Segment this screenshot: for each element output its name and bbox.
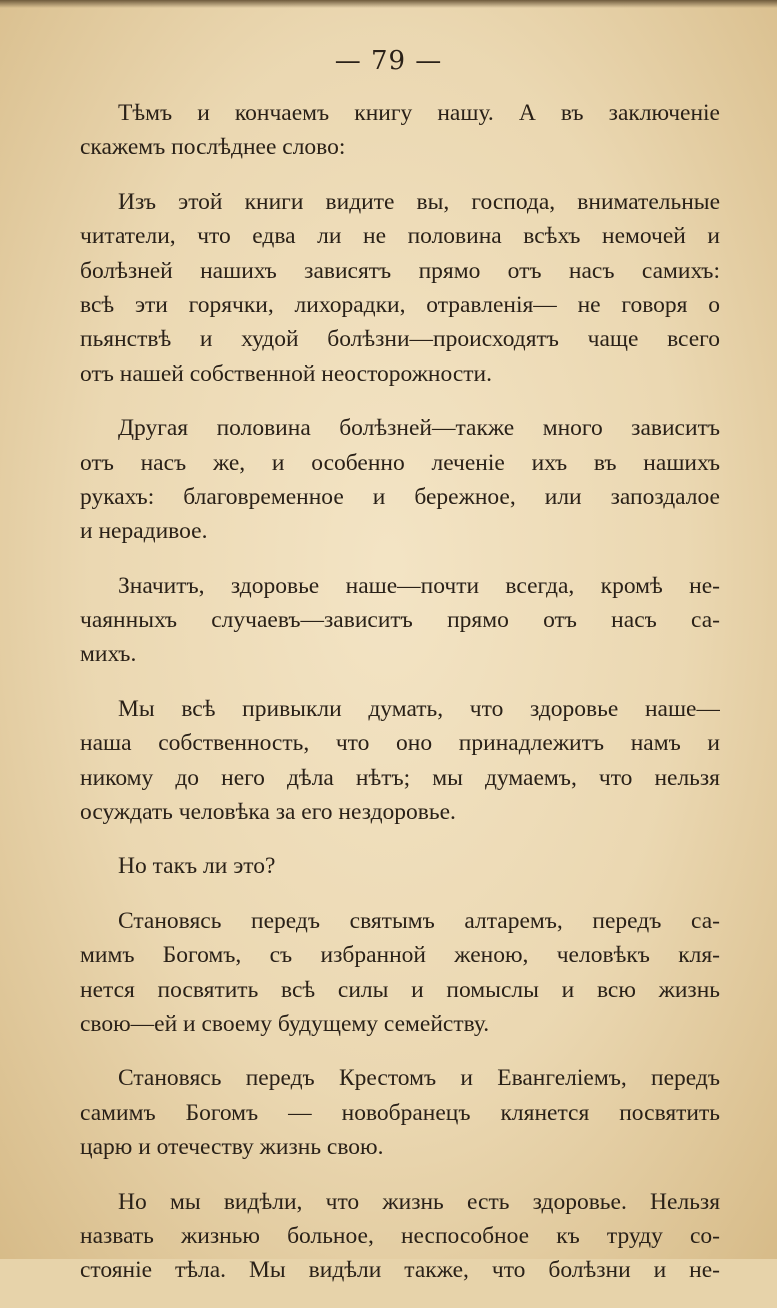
text-line: отъ насъ же, и особенно леченіе ихъ въ нашихъ [80,449,720,476]
text-line: Но такъ ли это? [118,853,276,880]
text-line: михъ. [80,641,137,668]
text-line: стояніе тѣла. Мы видѣли также, что болѣзни и не- [80,1257,720,1284]
text-line: болѣзней нашихъ зависятъ прямо отъ насъ самихъ: [80,257,720,284]
paragraph-7 [80,904,720,1042]
text-line: осуждать человѣка за его нездоровье. [80,799,456,826]
paragraph-5 [80,692,720,830]
text-line: свою—ей и своему будущему семейству. [80,1010,490,1037]
text-line: царю и отечеству жизнь свою. [80,1134,384,1161]
paragraph-4 [80,569,720,672]
text-line: отъ нашей собственной неосторожности. [80,360,492,387]
text-line: скажемъ послѣднее слово: [80,134,346,161]
text-line: всѣ эти горячки, лихорадки, отравленія— не говоря о [80,291,720,318]
text-line: читатели, что едва ли не половина всѣхъ немочей и [80,223,720,250]
paragraph-3 [80,411,720,549]
page-top-edge [0,0,777,8]
text-line: Тѣмъ и кончаемъ книгу нашу. А въ заключеніе [118,100,720,126]
paragraph-8 [80,1061,720,1164]
page-number: — 79 — [334,46,443,76]
text-line: Но мы видѣли, что жизнь есть здоровье. Нельзя [118,1188,720,1215]
text-line: Изъ этой книги видите вы, господа, внимательные [118,188,720,215]
text-line: Значитъ, здоровье наше—почти всегда, кромѣ не- [118,572,720,599]
text-line: никому до него дѣла нѣтъ; мы думаемъ, что нельзя [80,764,720,791]
text-line: мимъ Богомъ, съ избранной женою, человѣкъ кля- [80,942,720,969]
text-line: Другая половина болѣзней—также много зависитъ [118,415,720,442]
text-line: самимъ Богомъ — новобранецъ клянется посвятить [80,1099,720,1126]
paragraph-2 [80,185,720,391]
text-line: нется посвятить всѣ силы и помыслы и всю жизнь [80,976,720,1003]
text-line: чаянныхъ случаевъ—зависитъ прямо отъ насъ са- [80,607,720,634]
text-line: назвать жизнью больное, неспособное къ труду со- [80,1222,720,1249]
paragraph-9 [80,1185,720,1288]
text-line: Мы всѣ привыкли думать, что здоровье наше— [118,695,720,722]
body-text [80,96,720,1308]
text-line: Становясь передъ святымъ алтаремъ, передъ са- [118,907,720,934]
text-line: наша собственность, что оно принадлежитъ намъ и [80,730,720,757]
paragraph-6 [80,849,720,883]
text-line: рукахъ: благовременное и бережное, или запоздалое [80,483,720,510]
text-line: и нерадивое. [80,518,208,545]
text-line: Становясь передъ Крестомъ и Евангеліемъ, передъ [118,1065,720,1092]
text-line: пьянствѣ и худой болѣзни—происходятъ чаще всего [80,326,720,353]
paragraph-1 [80,96,720,165]
